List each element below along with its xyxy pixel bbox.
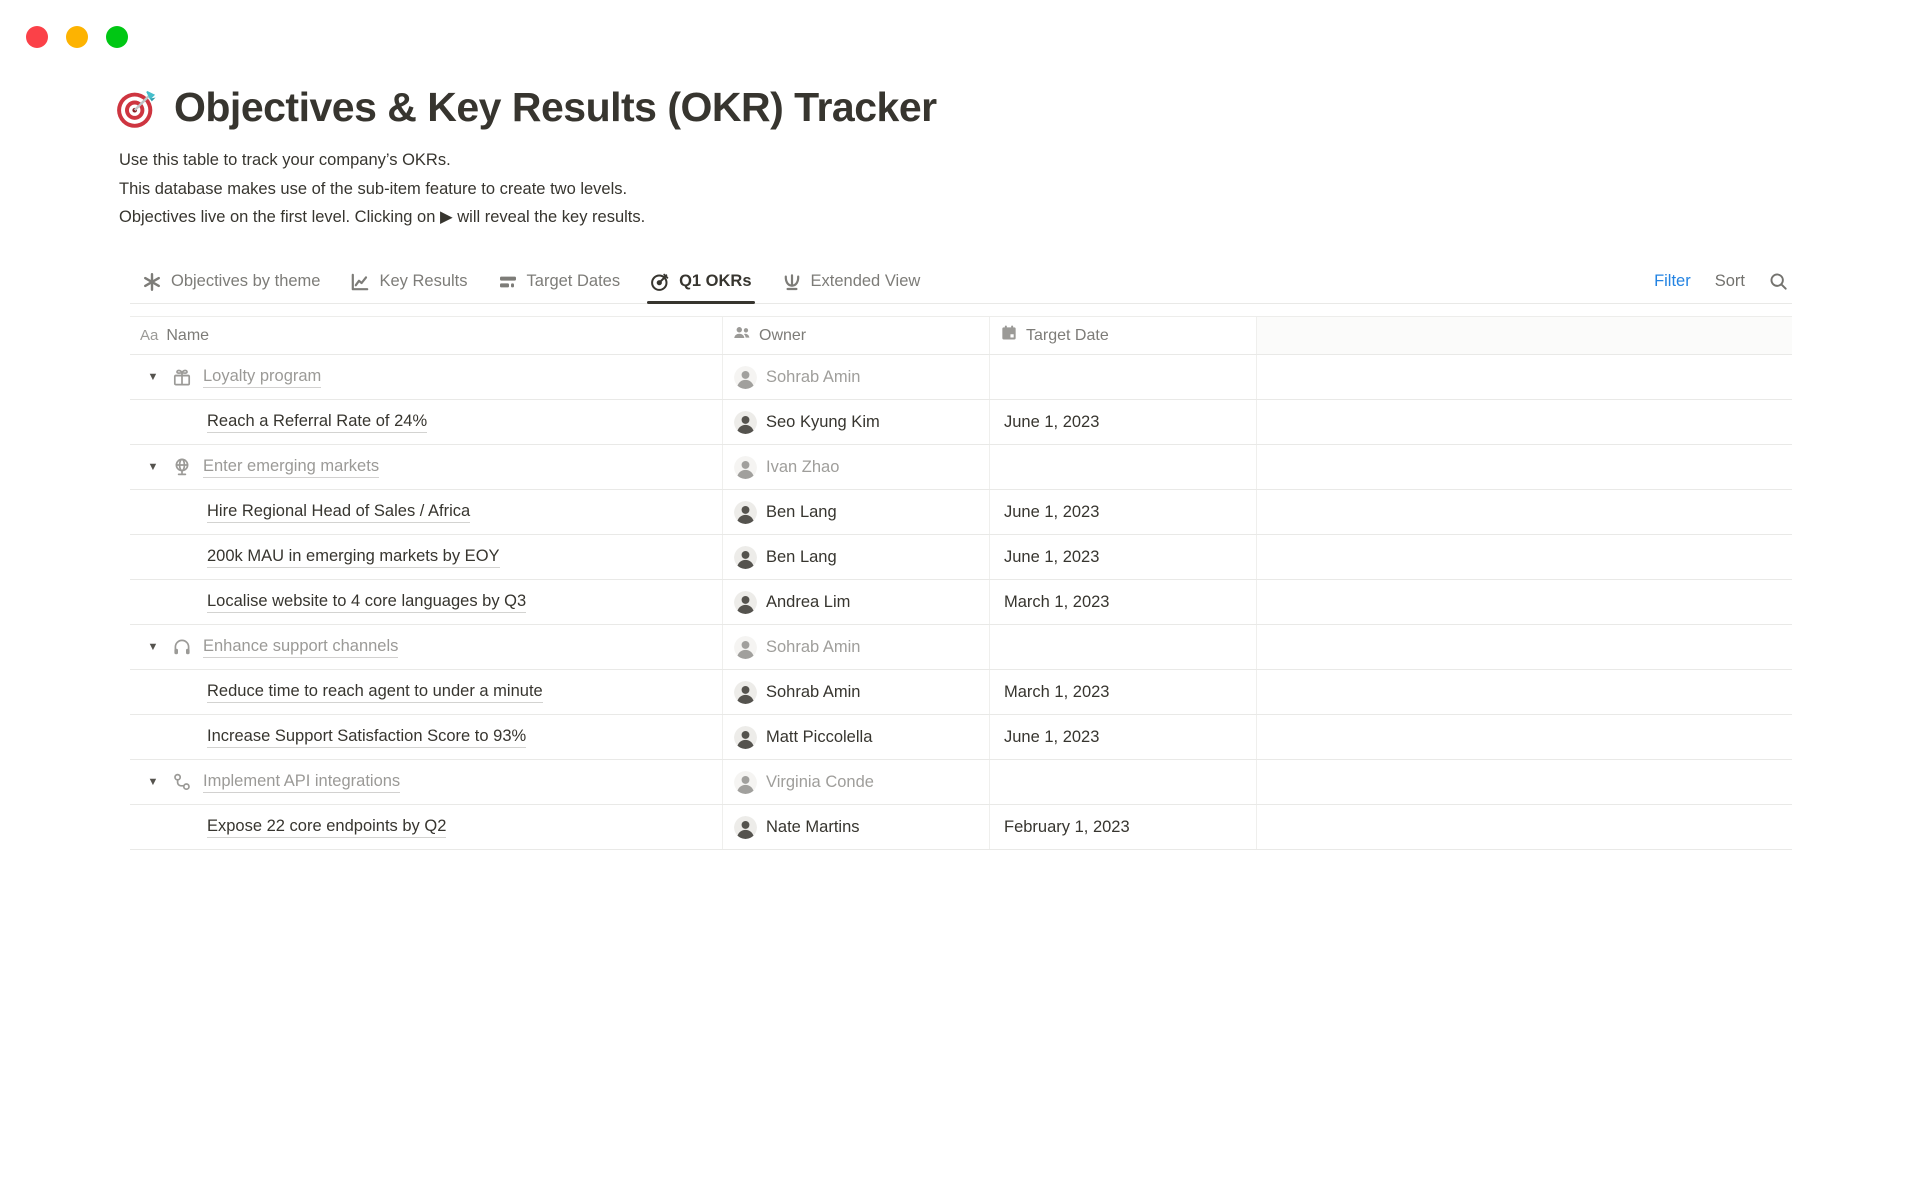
search-icon[interactable] bbox=[1769, 272, 1788, 291]
minimize-button[interactable] bbox=[66, 26, 88, 48]
name-cell[interactable] bbox=[130, 580, 723, 624]
row-name[interactable]: Increase Support Satisfaction Score to 93% bbox=[207, 727, 526, 748]
calendar-icon bbox=[1000, 324, 1018, 347]
name-cell[interactable] bbox=[130, 535, 723, 579]
row-name[interactable]: 200k MAU in emerging markets by EOY bbox=[207, 547, 500, 568]
target-date-cell[interactable] bbox=[990, 490, 1257, 534]
table-row bbox=[130, 580, 1792, 625]
api-icon bbox=[172, 772, 192, 792]
name-cell[interactable] bbox=[130, 805, 723, 849]
row-name[interactable]: Expose 22 core endpoints by Q2 bbox=[207, 817, 446, 838]
target-date-cell[interactable] bbox=[990, 670, 1257, 714]
table-body bbox=[130, 355, 1792, 850]
description-line[interactable]: Objectives live on the first level. Clicking on ▶ will reveal the key results. bbox=[119, 208, 646, 226]
headphones-icon bbox=[172, 637, 192, 657]
row-name[interactable]: Implement API integrations bbox=[203, 772, 400, 793]
avatar bbox=[734, 726, 757, 749]
table-row bbox=[130, 805, 1792, 850]
target-date-cell[interactable] bbox=[990, 805, 1257, 849]
target-icon bbox=[650, 272, 670, 292]
blank-cell bbox=[1257, 625, 1792, 669]
blank-cell bbox=[1257, 355, 1792, 399]
tab-key-results[interactable] bbox=[350, 260, 467, 303]
blank-cell bbox=[1257, 580, 1792, 624]
target-date: June 1, 2023 bbox=[1004, 727, 1100, 746]
page-description bbox=[119, 146, 645, 232]
column-header-name[interactable] bbox=[130, 317, 723, 354]
timeline-icon bbox=[498, 272, 518, 292]
filter-button[interactable]: Filter bbox=[1654, 272, 1691, 290]
owner-name: Matt Piccolella bbox=[766, 727, 873, 746]
row-name[interactable]: Enter emerging markets bbox=[203, 457, 379, 478]
owner-name: Seo Kyung Kim bbox=[766, 412, 880, 431]
column-header-blank bbox=[1257, 317, 1792, 354]
table-row bbox=[130, 490, 1792, 535]
owner-name: Virginia Conde bbox=[766, 772, 874, 791]
name-cell[interactable] bbox=[130, 355, 723, 399]
name-cell[interactable] bbox=[130, 670, 723, 714]
tab-extended-view[interactable] bbox=[782, 260, 921, 303]
sort-button[interactable]: Sort bbox=[1714, 272, 1745, 290]
column-label: Target Date bbox=[1026, 326, 1109, 344]
chart-icon bbox=[350, 272, 370, 292]
toggle-expanded-icon[interactable]: ▼ bbox=[147, 461, 159, 473]
close-button[interactable] bbox=[26, 26, 48, 48]
owner-name: Ivan Zhao bbox=[766, 457, 840, 476]
dartboard-emoji-icon[interactable] bbox=[116, 86, 160, 130]
avatar bbox=[734, 366, 757, 389]
description-line[interactable]: Use this table to track your company’s OKRs. bbox=[119, 151, 451, 169]
owner-cell[interactable] bbox=[723, 760, 990, 804]
owner-cell[interactable] bbox=[723, 490, 990, 534]
target-date-cell[interactable] bbox=[990, 535, 1257, 579]
table-row bbox=[130, 445, 1792, 490]
name-cell[interactable] bbox=[130, 490, 723, 534]
target-date: February 1, 2023 bbox=[1004, 817, 1130, 836]
target-date-cell[interactable] bbox=[990, 355, 1257, 399]
avatar bbox=[734, 546, 757, 569]
tab-label: Q1 OKRs bbox=[679, 272, 752, 290]
target-date-cell[interactable] bbox=[990, 580, 1257, 624]
table-row bbox=[130, 400, 1792, 445]
description-line[interactable]: This database makes use of the sub-item feature to create two levels. bbox=[119, 179, 628, 198]
owner-name: Ben Lang bbox=[766, 547, 837, 566]
table-row bbox=[130, 355, 1792, 400]
target-date-cell[interactable] bbox=[990, 445, 1257, 489]
avatar bbox=[734, 591, 757, 614]
window-controls bbox=[26, 26, 128, 48]
column-header-owner[interactable] bbox=[723, 317, 990, 354]
blank-cell bbox=[1257, 490, 1792, 534]
crown-icon bbox=[782, 272, 802, 292]
okr-table bbox=[130, 316, 1792, 850]
table-header bbox=[130, 317, 1792, 355]
target-date-cell[interactable] bbox=[990, 715, 1257, 759]
target-date: March 1, 2023 bbox=[1004, 592, 1110, 611]
tab-label: Key Results bbox=[379, 272, 468, 290]
tab-objectives-by-theme[interactable] bbox=[142, 260, 320, 303]
blank-cell bbox=[1257, 445, 1792, 489]
table-row bbox=[130, 535, 1792, 580]
avatar bbox=[734, 411, 757, 434]
owner-name: Andrea Lim bbox=[766, 592, 851, 611]
blank-cell bbox=[1257, 805, 1792, 849]
owner-cell[interactable] bbox=[723, 580, 990, 624]
view-actions bbox=[1654, 272, 1792, 291]
people-icon bbox=[733, 324, 751, 347]
name-cell[interactable] bbox=[130, 400, 723, 444]
name-cell[interactable] bbox=[130, 625, 723, 669]
table-row bbox=[130, 715, 1792, 760]
table-row bbox=[130, 625, 1792, 670]
gift-icon bbox=[172, 367, 192, 387]
blank-cell bbox=[1257, 760, 1792, 804]
owner-cell[interactable] bbox=[723, 625, 990, 669]
text-icon: Aa bbox=[140, 327, 159, 344]
blank-cell bbox=[1257, 400, 1792, 444]
target-date: June 1, 2023 bbox=[1004, 412, 1100, 431]
table-row bbox=[130, 670, 1792, 715]
tab-q1-okrs[interactable] bbox=[650, 260, 751, 303]
target-date-cell[interactable] bbox=[990, 400, 1257, 444]
avatar bbox=[734, 771, 757, 794]
target-date-cell[interactable] bbox=[990, 760, 1257, 804]
column-label: Name bbox=[166, 326, 210, 344]
blank-cell bbox=[1257, 670, 1792, 714]
avatar bbox=[734, 501, 757, 524]
table-row bbox=[130, 760, 1792, 805]
owner-cell[interactable] bbox=[723, 400, 990, 444]
tab-label: Extended View bbox=[810, 272, 921, 290]
owner-cell[interactable] bbox=[723, 445, 990, 489]
row-name[interactable]: Hire Regional Head of Sales / Africa bbox=[207, 502, 470, 523]
page-header bbox=[116, 84, 937, 131]
row-name[interactable]: Reduce time to reach agent to under a minute bbox=[207, 682, 543, 703]
zoom-button[interactable] bbox=[106, 26, 128, 48]
target-date: March 1, 2023 bbox=[1004, 682, 1110, 701]
name-cell[interactable] bbox=[130, 445, 723, 489]
owner-name: Sohrab Amin bbox=[766, 367, 861, 386]
toggle-expanded-icon[interactable]: ▼ bbox=[147, 641, 159, 653]
owner-cell[interactable] bbox=[723, 715, 990, 759]
owner-name: Sohrab Amin bbox=[766, 682, 861, 701]
row-name[interactable]: Localise website to 4 core languages by Q3 bbox=[207, 592, 526, 613]
column-header-target-date[interactable] bbox=[990, 317, 1257, 354]
avatar bbox=[734, 456, 757, 479]
target-date: June 1, 2023 bbox=[1004, 547, 1100, 566]
tab-target-dates[interactable] bbox=[498, 260, 621, 303]
tab-label: Target Dates bbox=[526, 272, 621, 290]
column-label: Owner bbox=[759, 326, 807, 344]
blank-cell bbox=[1257, 535, 1792, 579]
owner-name: Sohrab Amin bbox=[766, 637, 861, 656]
row-name[interactable]: Enhance support channels bbox=[203, 637, 398, 658]
globe-icon bbox=[172, 457, 192, 477]
avatar bbox=[734, 816, 757, 839]
avatar bbox=[734, 681, 757, 704]
name-cell[interactable] bbox=[130, 760, 723, 804]
owner-name: Nate Martins bbox=[766, 817, 860, 836]
toggle-expanded-icon[interactable]: ▼ bbox=[147, 371, 159, 383]
asterisk-icon bbox=[142, 272, 162, 292]
name-cell[interactable] bbox=[130, 715, 723, 759]
row-name[interactable]: Loyalty program bbox=[203, 367, 321, 388]
row-name[interactable]: Reach a Referral Rate of 24% bbox=[207, 412, 427, 433]
owner-cell[interactable] bbox=[723, 535, 990, 579]
owner-cell[interactable] bbox=[723, 355, 990, 399]
avatar bbox=[734, 636, 757, 659]
owner-cell[interactable] bbox=[723, 670, 990, 714]
target-date-cell[interactable] bbox=[990, 625, 1257, 669]
blank-cell bbox=[1257, 715, 1792, 759]
view-tab-bar bbox=[130, 260, 1792, 304]
target-date: June 1, 2023 bbox=[1004, 502, 1100, 521]
owner-cell[interactable] bbox=[723, 805, 990, 849]
toggle-expanded-icon[interactable]: ▼ bbox=[147, 776, 159, 788]
tab-label: Objectives by theme bbox=[171, 272, 321, 290]
owner-name: Ben Lang bbox=[766, 502, 837, 521]
page-title[interactable]: Objectives & Key Results (OKR) Tracker bbox=[174, 84, 937, 130]
